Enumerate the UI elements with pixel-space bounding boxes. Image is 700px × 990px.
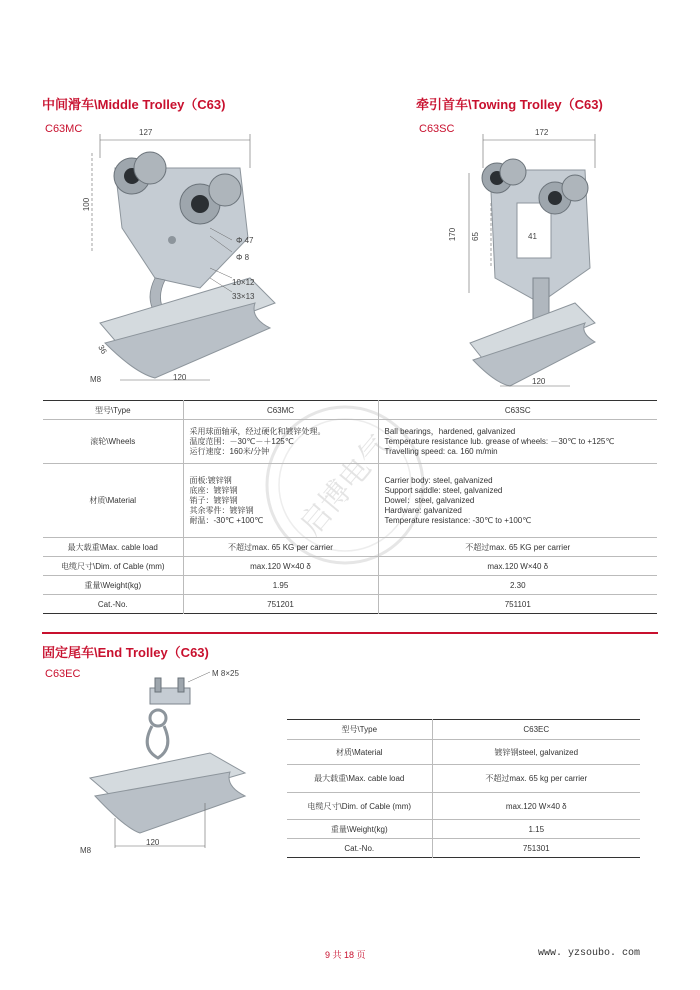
towing-trolley-code: C63SC [419, 123, 455, 135]
table-cell: 751201 [183, 595, 378, 614]
table-cell: 1.95 [183, 576, 378, 595]
towing-dim-inner-h: 65 [470, 232, 480, 241]
middle-dim-slot1: 10×12 [232, 278, 255, 287]
spec-table-middle-towing [43, 400, 657, 614]
towing-dim-inner-w: 41 [528, 232, 537, 241]
table-label: 重量\Weight(kg) [287, 820, 432, 839]
middle-dim-height: 100 [82, 197, 92, 212]
table-cell: 采用球面轴承，经过硬化和镀锌处理。 温度范围：－30℃－＋125℃ 运行速度：160米/分钟 [183, 420, 378, 464]
table-label: 最大载重\Max. cable load [287, 765, 432, 793]
table-row [43, 538, 657, 557]
table-row [287, 720, 640, 740]
table-row [287, 793, 640, 820]
table-label: Cat.-No. [43, 595, 183, 614]
table-cell: max.120 W×40 δ [487, 561, 549, 571]
table-cell: 751301 [522, 843, 550, 853]
table-cell: 2.30 [509, 580, 526, 590]
end-dim-bottom: 120 [146, 838, 160, 847]
end-trolley-title: 固定尾车\End Trolley（C63) [42, 645, 209, 660]
towing-trolley-drawing [455, 128, 605, 390]
table-cell: 1.15 [528, 824, 545, 834]
table-cell: C63SC [504, 405, 531, 415]
towing-dim-bottom: 120 [532, 377, 546, 386]
page-number: 9 共 18 页 [325, 950, 366, 960]
middle-trolley-drawing [60, 128, 300, 390]
table-row [43, 557, 657, 576]
table-row [287, 765, 640, 793]
table-row [43, 401, 657, 420]
watermark-text: 启博电气 [293, 428, 398, 543]
table-cell: Carrier body: steel, galvanized Support saddle: steel, galvanized Dowel：steel, galvanized Hardware: galvanized Temperature resistance: -30℃ to +100℃ [384, 475, 532, 525]
towing-trolley-title: 牵引首车\Towing Trolley（C63) [416, 97, 603, 112]
table-label: 型号\Type [43, 401, 183, 420]
table-label: 最大载重\Max. cable load [43, 538, 183, 557]
table-label: 重量\Weight(kg) [43, 576, 183, 595]
table-cell: 面板:镀锌钢 底座：镀锌钢 销子：镀锌钢 其余零件：镀锌钢 耐温：-30℃ +100℃ [183, 464, 378, 538]
table-cell: max.120 W×40 δ [183, 557, 378, 576]
table-row [43, 576, 657, 595]
table-label: Cat.-No. [287, 839, 432, 858]
table-row [43, 464, 657, 538]
middle-trolley-code: C63MC [45, 123, 83, 135]
table-label: 材质\Material [287, 740, 432, 765]
table-row [287, 740, 640, 765]
end-dim-bolt: M 8×25 [212, 669, 239, 678]
table-row [287, 839, 640, 858]
middle-trolley-title: 中间滑车\Middle Trolley（C63) [42, 97, 226, 112]
middle-dim-side: 36 [96, 343, 109, 356]
middle-dim-mark: M8 [90, 375, 102, 384]
table-row [287, 820, 640, 839]
table-label: 型号\Type [287, 720, 432, 740]
table-row [43, 420, 657, 464]
end-trolley-drawing [70, 668, 275, 858]
towing-dim-top: 172 [535, 128, 549, 137]
middle-dim-top: 127 [139, 128, 153, 137]
table-label: 电缆尺寸\Dim. of Cable (mm) [43, 557, 183, 576]
website-url: www. yzsoubo. com [538, 948, 641, 959]
middle-dim-bore2: Φ 8 [236, 253, 250, 262]
table-cell: 不超过max. 65 KG per carrier [183, 538, 378, 557]
middle-dim-slot2: 33×13 [232, 292, 255, 301]
middle-dim-bottom: 120 [173, 373, 187, 382]
end-dim-mark: M8 [80, 846, 92, 855]
table-label: 材质\Material [43, 464, 183, 538]
section-divider [42, 632, 658, 634]
table-cell: C63EC [523, 725, 550, 734]
table-label: 电缆尺寸\Dim. of Cable (mm) [287, 793, 432, 820]
table-cell: max.120 W×40 δ [505, 801, 567, 811]
table-row [43, 595, 657, 614]
table-cell: 镀锌钢steel, galvanized [494, 747, 579, 757]
middle-dim-bore1: Φ 47 [236, 236, 254, 245]
table-label: 滚轮\Wheels [43, 420, 183, 464]
table-cell: Ball bearings，hardened, galvanized Temperature resistance lub. grease of wheels: －30℃ to +125℃ Travelling speed: ca. 160 m/min [384, 426, 615, 456]
end-trolley-code: C63EC [45, 668, 81, 680]
table-cell: 751101 [504, 599, 531, 609]
table-cell: 不超过max. 65 kg per carrier [485, 774, 588, 783]
table-cell: 不超过max. 65 KG per carrier [465, 542, 571, 552]
towing-dim-height: 170 [448, 227, 458, 242]
table-cell: C63MC [183, 401, 378, 420]
spec-table-end [287, 719, 640, 858]
